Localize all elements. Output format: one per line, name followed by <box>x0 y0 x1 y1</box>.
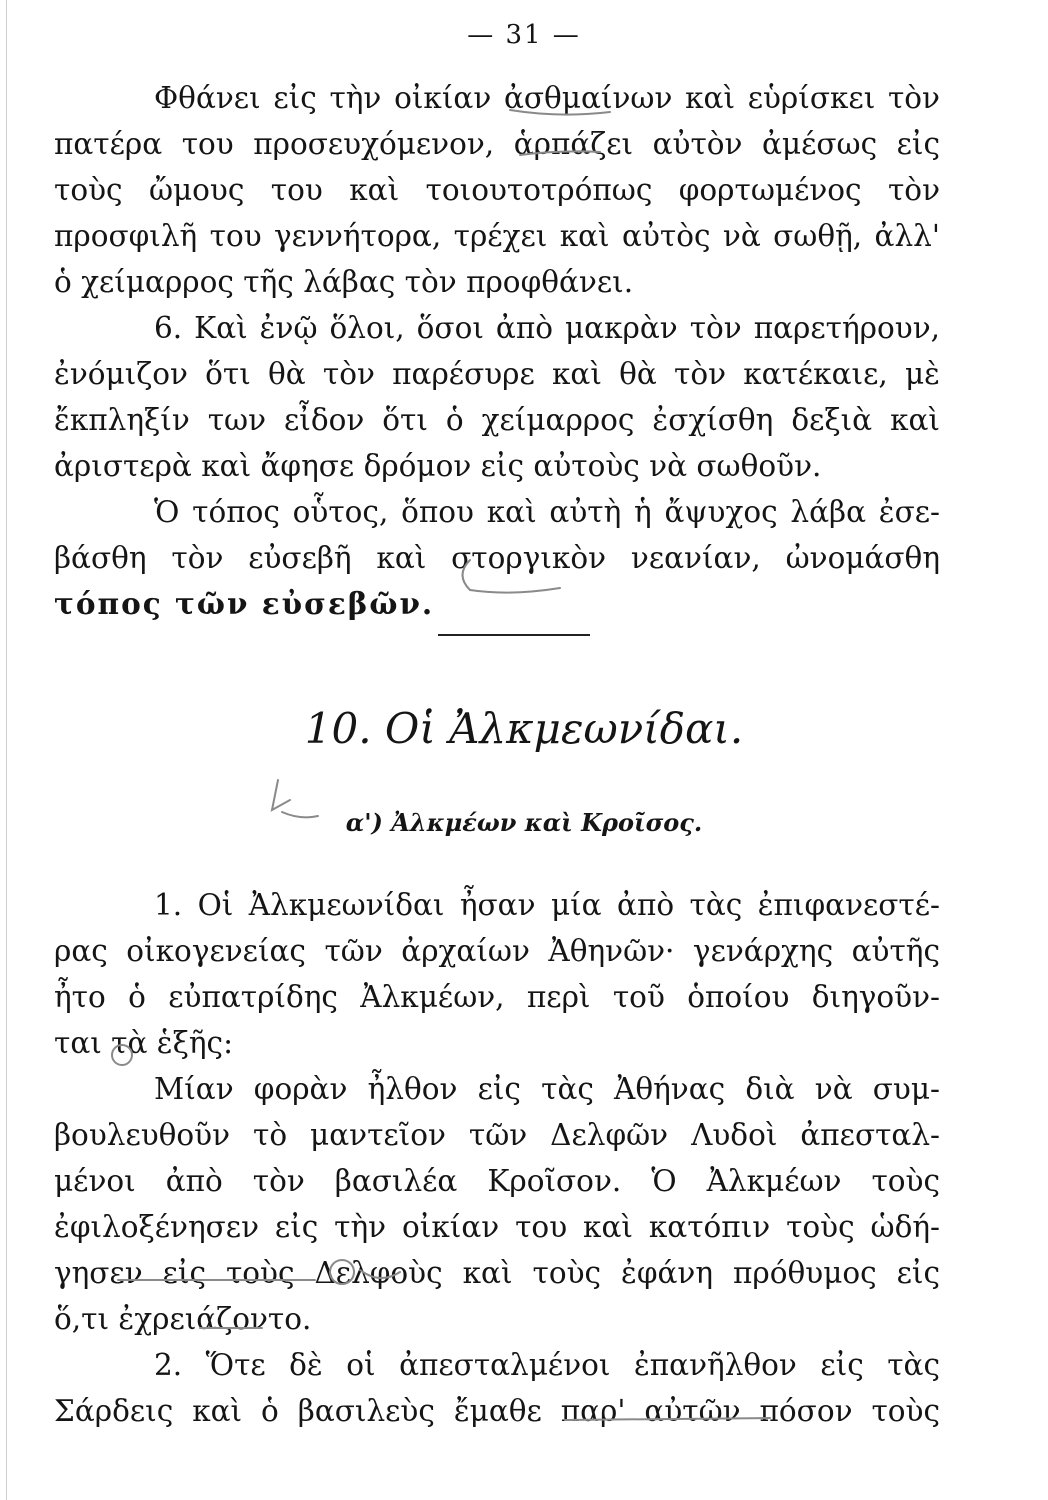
text-line: γησεν εἰς τοὺς Δελφοὺς καὶ τοὺς ἐφάνη πρόθυμος εἰς <box>54 1256 940 1290</box>
text-line: βουλευθοῦν τὸ μαντεῖον τῶν Δελφῶν Λυδοὶ ἀπεσταλ- <box>54 1118 940 1152</box>
text-line: Μίαν φορὰν ἦλθον εἰς τὰς Ἀθήνας διὰ νὰ συμ- <box>154 1072 940 1106</box>
text-line: ἦτο ὁ εὐπατρίδης Ἀλκμέων, περὶ τοῦ ὁποίου διηγοῦν- <box>54 980 940 1014</box>
text-line: ται τὰ ἑξῆς: <box>54 1026 234 1060</box>
text-line: ἐφιλοξένησεν εἰς τὴν οἰκίαν του καὶ κατόπιν τοὺς ὡδή- <box>54 1210 940 1244</box>
text-line: βάσθη τὸν εὐσεβῆ καὶ στοργικὸν νεανίαν, ὠνομάσθη <box>54 541 940 575</box>
section-divider <box>438 634 590 636</box>
text-line: μένοι ἀπὸ τὸν βασιλέα Κροῖσον. Ὁ Ἀλκμέων τοὺς <box>54 1164 940 1198</box>
emphasis-line: τόπος τῶν εὐσεβῶν. <box>54 586 435 621</box>
text-line: 2. Ὅτε δὲ οἱ ἀπεσταλμένοι ἐπανῆλθον εἰς τὰς <box>154 1348 940 1382</box>
subsection-title: α') Ἀλκμέων καὶ Κροῖσος. <box>345 808 703 837</box>
text-line: πατέρα του προσευχόμενον, ἁρπάζει αὐτὸν ἀμέσως εἰς <box>54 127 940 161</box>
text-line: ἀριστερὰ καὶ ἄφησε δρόμον εἰς αὐτοὺς νὰ σωθοῦν. <box>54 449 822 483</box>
text-line: προσφιλῆ του γεννήτορα, τρέχει καὶ αὐτὸς νὰ σωθῇ, ἀλλ' <box>54 219 940 253</box>
text-line: Ὁ τόπος οὗτος, ὅπου καὶ αὐτὴ ἡ ἄψυχος λάβα ἐσε- <box>154 495 940 529</box>
text-line: ρας οἰκογενείας τῶν ἀρχαίων Ἀθηνῶν· γενάρχης αὐτῆς <box>54 934 940 968</box>
text-line: ὅ,τι ἐχρειάζοντο. <box>54 1302 312 1336</box>
text-line: Φθάνει εἰς τὴν οἰκίαν ἀσθμαίνων καὶ εὑρίσκει τὸν <box>154 81 940 115</box>
text-line: ὁ χείμαρρος τῆς λάβας τὸν προφθάνει. <box>54 265 634 299</box>
text-line: Σάρδεις καὶ ὁ βασιλεὺς ἔμαθε παρ' αὐτῶν πόσον τοὺς <box>54 1394 940 1428</box>
section-title: 10. Οἱ Ἀλκμεωνίδαι. <box>304 704 744 753</box>
text-line: ἔκπληξίν των εἶδον ὅτι ὁ χείμαρρος ἐσχίσθη δεξιὰ καὶ <box>54 403 940 437</box>
text-line: ἐνόμιζον ὅτι θὰ τὸν παρέσυρε καὶ θὰ τὸν κατέκαιε, μὲ <box>54 357 940 391</box>
text-line: 6. Καὶ ἐνῷ ὅλοι, ὅσοι ἀπὸ μακρὰν τὸν παρετήρουν, <box>154 311 940 345</box>
text-line: 1. Οἱ Ἀλκμεωνίδαι ἦσαν μία ἀπὸ τὰς ἐπιφανεστέ- <box>154 888 940 922</box>
page-number: — 31 — <box>467 20 581 50</box>
text-line: τοὺς ὤμους του καὶ τοιουτοτρόπως φορτωμένος τὸν <box>54 173 940 207</box>
